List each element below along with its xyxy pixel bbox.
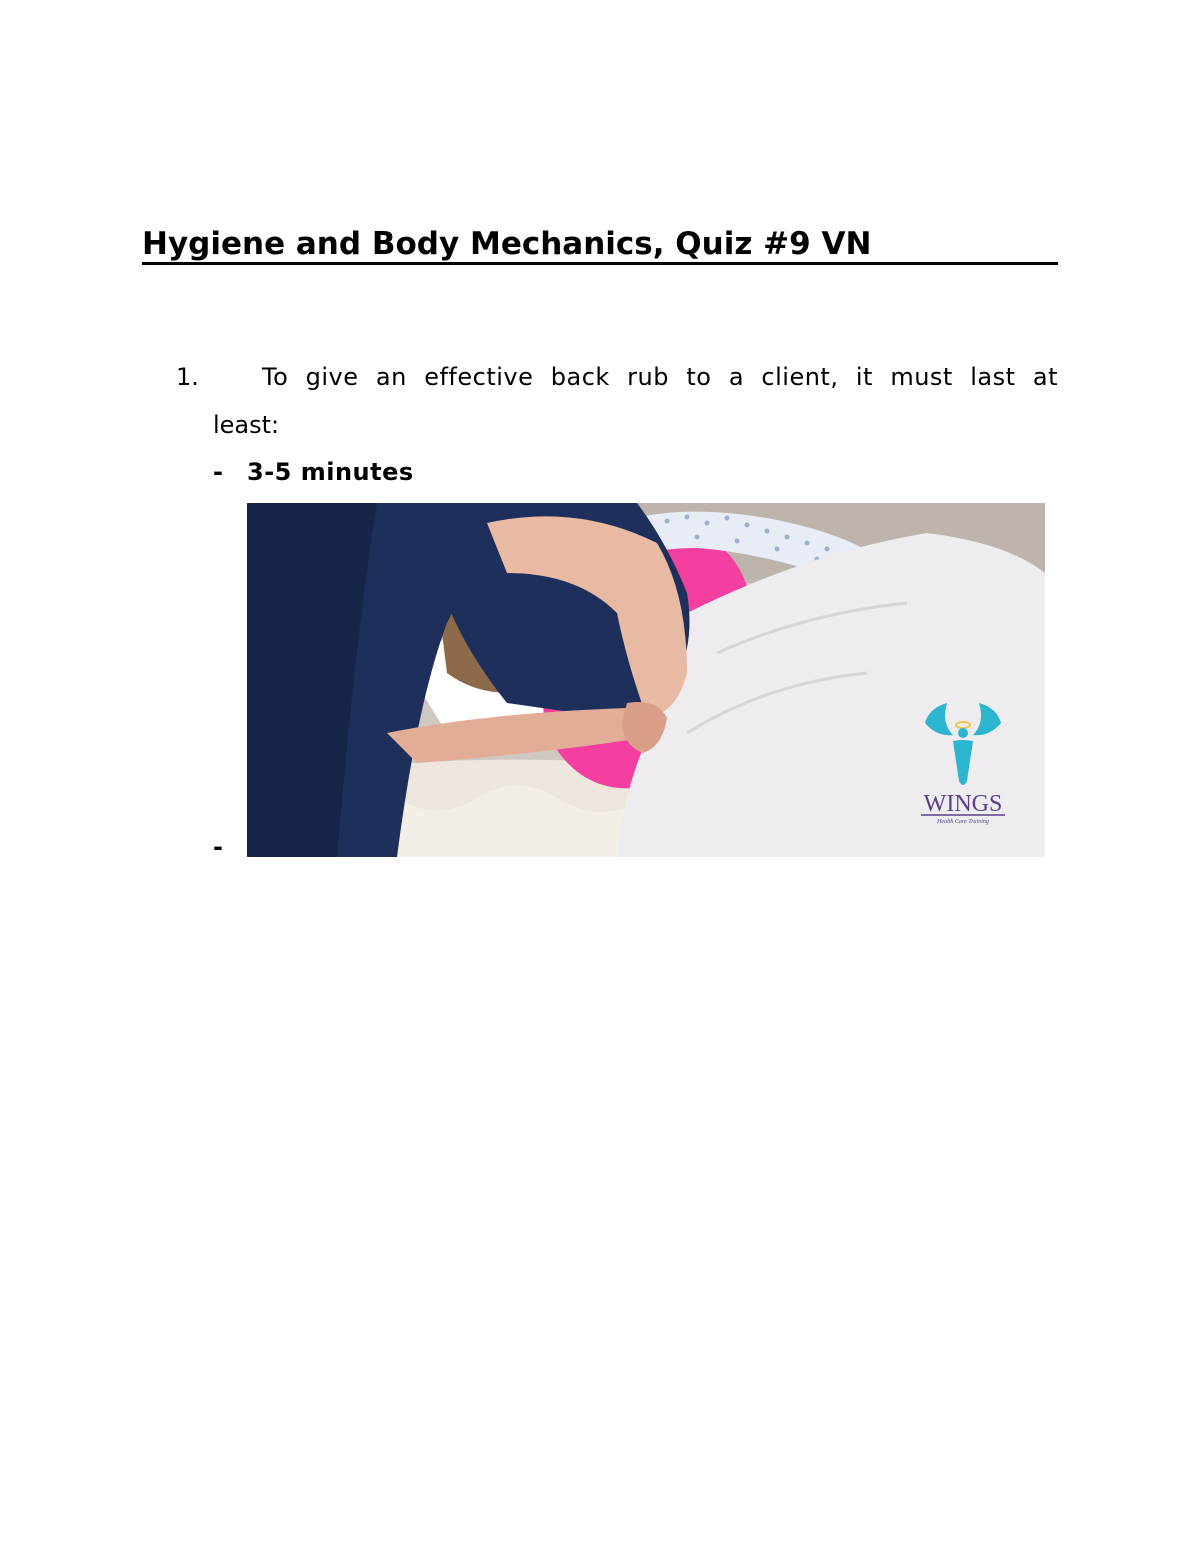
title-text: Hygiene and Body Mechanics, Quiz #9 VN — [142, 226, 872, 262]
answer-bullet: - — [213, 458, 223, 486]
question-text-line-1: To give an effective back rub to a client, it must last at — [262, 363, 1058, 391]
question-number: 1. — [176, 363, 199, 391]
photo-back-rub-icon — [247, 503, 1045, 857]
logo-subtext: Health Care Training — [937, 819, 989, 825]
image-bullet: - — [213, 833, 223, 861]
logo-text: WINGS — [923, 791, 1003, 817]
title-underline — [142, 262, 1058, 265]
page-title — [142, 222, 1058, 266]
question-text-line-2: least: — [213, 411, 280, 439]
answer-text: 3-5 minutes — [247, 458, 414, 486]
back-rub-photo — [247, 503, 1045, 857]
